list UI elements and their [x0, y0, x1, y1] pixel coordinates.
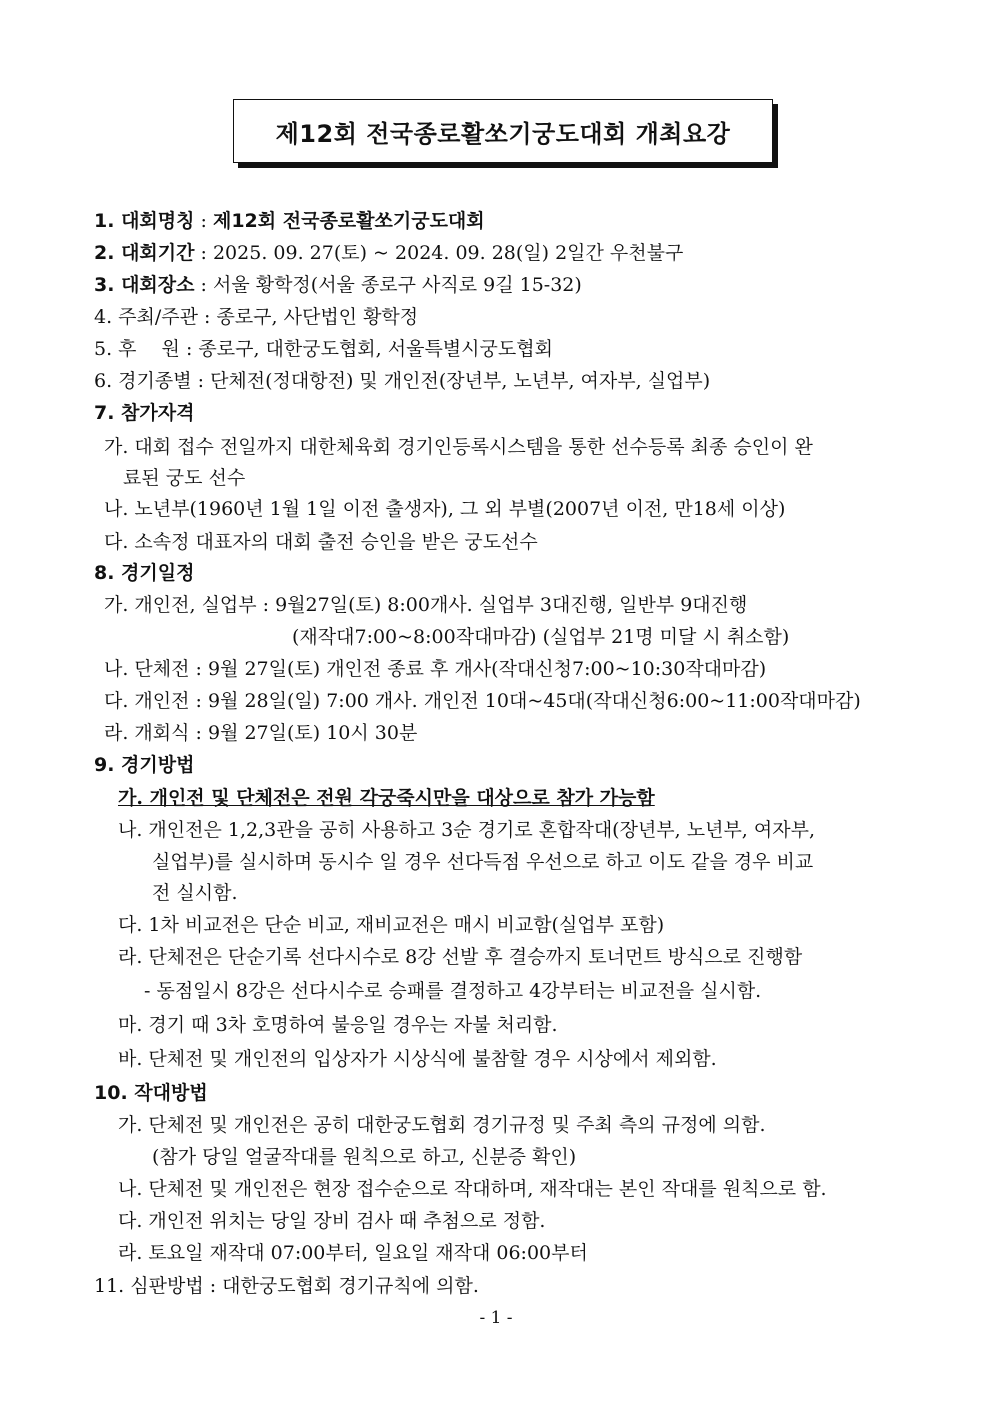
section-8-item-a-cont: (재작대7:00~8:00작대마감) (실업부 21명 미달 시 취소함)	[292, 626, 790, 648]
section-9-item-d: 라. 단체전은 단순기록 선다시수로 8강 선발 후 결승까지 토너먼트 방식으로 진행함	[118, 946, 803, 968]
label-event-period: 대회기간	[121, 242, 195, 264]
section-1: 1. 대회명칭 : 제12회 전국종로활쏘기궁도대회	[94, 210, 485, 232]
section-10-heading: 10. 작대방법	[94, 1082, 208, 1104]
section-7-heading: 7. 참가자격	[94, 402, 195, 424]
page-number: - 1 -	[479, 1308, 513, 1328]
section-7-item-a: 가. 대회 접수 전일까지 대한체육회 경기인등록시스템을 통한 선수등록 최종 승인이 완	[104, 436, 813, 458]
section-9-item-f: 바. 단체전 및 개인전의 입상자가 시상식에 불참할 경우 시상에서 제외함.	[118, 1048, 717, 1070]
section-9-item-b: 나. 개인전은 1,2,3관을 공히 사용하고 3순 경기로 혼합작대(장년부, 노년부, 여자부,	[118, 819, 815, 841]
section-9-item-a: 가. 개인전 및 단체전은 전원 각궁죽시만을 대상으로 참가 가능함	[118, 787, 655, 809]
label-event-venue: 대회장소	[121, 274, 195, 296]
section-5: 5. 후 원 : 종로구, 대한궁도협회, 서울특별시궁도협회	[94, 338, 553, 360]
section-10-item-a: 가. 단체전 및 개인전은 공히 대한궁도협회 경기규정 및 주최 측의 규정에 의함.	[118, 1114, 766, 1136]
section-8-item-c: 다. 개인전 : 9월 28일(일) 7:00 개사. 개인전 10대~45대(작대신청6:00~11:00작대마감)	[104, 690, 861, 712]
section-8-heading: 8. 경기일정	[94, 562, 195, 584]
section-10-item-a-note: (참가 당일 얼굴작대를 원칙으로 하고, 신분증 확인)	[152, 1146, 577, 1168]
section-10-item-b: 나. 단체전 및 개인전은 현장 접수순으로 작대하며, 재작대는 본인 작대를 원칙으로 함.	[118, 1178, 827, 1200]
section-9-item-c: 다. 1차 비교전은 단순 비교, 재비교전은 매시 비교함(실업부 포함)	[118, 914, 665, 936]
section-8-item-b: 나. 단체전 : 9월 27일(토) 개인전 종료 후 개사(작대신청7:00~10:30작대마감)	[104, 658, 767, 680]
section-9-item-b-cont2: 전 실시함.	[152, 882, 238, 904]
document-title-box	[233, 99, 773, 163]
section-9-item-b-cont1: 실업부)를 실시하며 동시수 일 경우 선다득점 우선으로 하고 이도 같을 경우 비교	[152, 851, 814, 873]
section-3: 3. 대회장소 : 서울 황학정(서울 종로구 사직로 9길 15-32)	[94, 274, 582, 296]
value-event-name: 제12회 전국종로활쏘기궁도대회	[212, 210, 485, 232]
section-7-item-a-cont: 료된 궁도 선수	[123, 467, 246, 489]
section-8-item-a: 가. 개인전, 실업부 : 9월27일(토) 8:00개사. 실업부 3대진행, 일반부 9대진행	[104, 594, 748, 616]
section-10-item-d: 라. 토요일 재작대 07:00부터, 일요일 재작대 06:00부터	[118, 1242, 588, 1264]
section-6: 6. 경기종별 : 단체전(정대항전) 및 개인전(장년부, 노년부, 여자부, 실업부)	[94, 370, 711, 392]
section-4: 4. 주최/주관 : 종로구, 사단법인 황학정	[94, 306, 419, 328]
section-10-item-c: 다. 개인전 위치는 당일 장비 검사 때 추첨으로 정함.	[118, 1210, 546, 1232]
section-11: 11. 심판방법 : 대한궁도협회 경기규칙에 의함.	[94, 1275, 479, 1297]
section-9-item-d-note: - 동점일시 8강은 선다시수로 승패를 결정하고 4강부터는 비교전을 실시함.	[144, 980, 762, 1002]
section-9-item-e: 마. 경기 때 3차 호명하여 불응일 경우는 자불 처리함.	[118, 1014, 558, 1036]
section-2: 2. 대회기간 : 2025. 09. 27(토) ~ 2024. 09. 28(일) 2일간 우천불구	[94, 242, 684, 264]
section-7-item-c: 다. 소속정 대표자의 대회 출전 승인을 받은 궁도선수	[104, 531, 538, 553]
section-7-item-b: 나. 노년부(1960년 1월 1일 이전 출생자), 그 외 부별(2007년 이전, 만18세 이상)	[104, 498, 786, 520]
value-event-venue: 서울 황학정(서울 종로구 사직로 9길 15-32)	[212, 274, 582, 296]
document-title: 제12회 전국종로활쏘기궁도대회 개최요강	[275, 119, 731, 148]
label-event-name: 대회명칭	[121, 210, 195, 232]
value-event-period: 2025. 09. 27(토) ~ 2024. 09. 28(일) 2일간 우천불구	[212, 242, 684, 264]
section-9-heading: 9. 경기방법	[94, 754, 195, 776]
section-8-item-d: 라. 개회식 : 9월 27일(토) 10시 30분	[104, 722, 418, 744]
